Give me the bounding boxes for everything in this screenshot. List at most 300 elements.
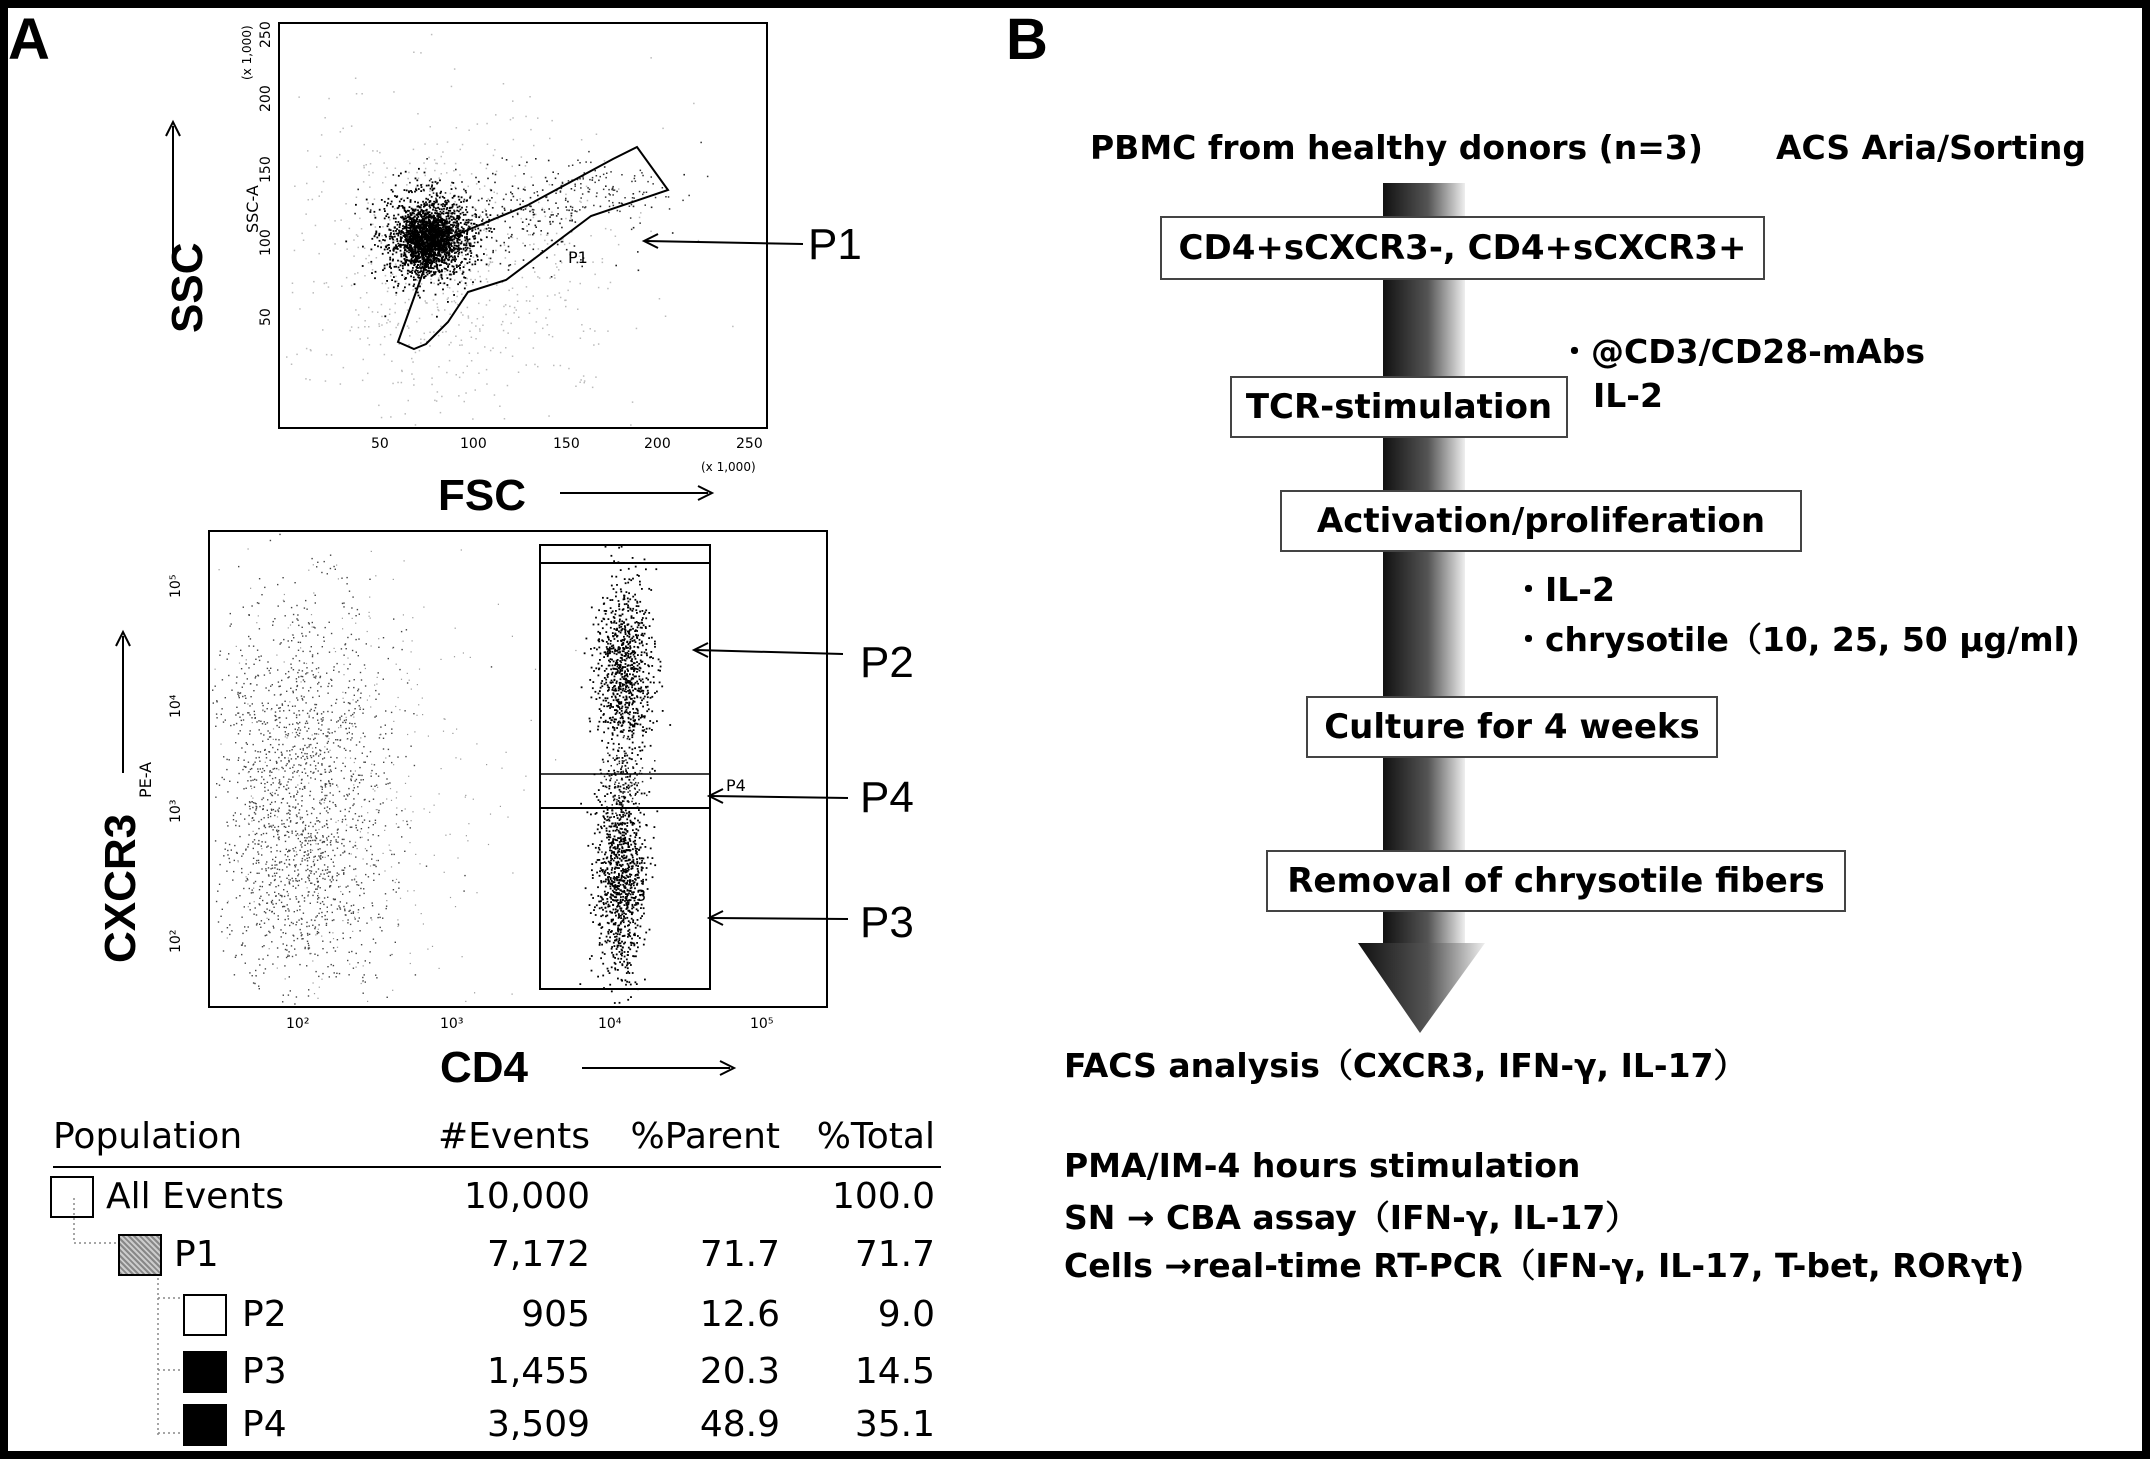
scatter-dot [320,908,321,909]
scatter-dot [437,207,439,209]
scatter-dot [435,181,437,183]
scatter-dot [301,860,302,861]
scatter-dot [322,878,323,879]
scatter-dot [276,761,277,762]
scatter-dot [385,176,387,178]
scatter-dot [345,766,346,767]
scatter-dot [375,231,377,233]
scatter-dot [278,717,279,718]
scatter-dot [269,751,270,752]
scatter-dot [486,123,488,125]
scatter-dot [250,769,251,770]
scatter-dot [420,52,422,54]
scatter-dot [322,973,323,974]
scatter-dot [526,218,528,220]
scatter-dot [288,918,289,919]
scatter-dot [306,922,307,923]
scatter-dot [428,211,430,213]
scatter-dot [390,416,392,418]
scatter-dot [404,210,406,212]
scatter-dot [542,208,544,210]
scatter-dot [454,201,456,203]
scatter-dot [602,262,604,264]
scatter-dot [412,289,414,291]
scatter-dot [448,253,450,255]
scatter-dot [339,907,340,908]
scatter-dot [394,239,396,241]
scatter-dot [255,813,256,814]
scatter-dot [260,733,261,734]
scatter-dot [400,236,402,238]
scatter-dot [461,312,463,314]
scatter-dot [456,296,458,298]
scatter-dot [375,217,377,219]
scatter-dot [538,248,540,250]
scatter-dot [544,209,546,211]
scatter-dot [375,690,376,691]
scatter-dot [270,744,271,745]
scatter-dot [325,851,326,852]
scatter-dot [310,835,311,836]
scatter-dot [358,885,359,886]
scatter-dot [385,725,386,726]
scatter-dot [301,783,302,784]
scatter-dot [419,286,421,288]
scatter-dot [427,199,429,201]
scatter-dot [241,872,242,873]
scatter-dot [367,202,369,204]
scatter-dot [312,925,313,926]
scatter-dot [651,176,653,178]
scatter-dot [267,708,268,709]
scatter-dot [344,867,345,868]
scatter-dot [465,190,467,192]
scatter-dot [492,347,494,349]
scatter-dot [389,309,391,311]
scatter-dot [349,952,350,953]
scatter-dot [561,218,563,220]
scatter-dot [466,249,468,251]
scatter-dot [407,309,409,311]
scatter-dot [327,731,328,732]
scatter-dot [438,270,440,272]
scatter-dot [296,689,297,690]
scatter-dot [370,211,372,213]
scatter-dot [420,231,422,233]
scatter-dot [583,178,585,180]
scatter-dot [349,811,350,812]
scatter-dot [359,930,360,931]
scatter-dot [285,731,286,732]
scatter-dot [417,292,419,294]
scatter-dot [475,325,477,327]
scatter-dot [363,993,364,994]
scatter-dot [537,276,539,278]
scatter-dot [449,227,451,229]
scatter-dot [316,166,318,168]
scatter-dot [436,400,438,402]
scatter-dot [469,269,471,271]
scatter-dot [323,836,324,837]
scatter-dot [435,294,437,296]
panel-letter-a: A [8,8,50,72]
scatter-dot [291,749,292,750]
scatter-dot [333,666,334,667]
scatter-dot [294,746,295,747]
scatter-dot [645,204,647,206]
scatter-dot [290,779,291,780]
scatter-dot [472,215,474,217]
scatter-dot [335,703,336,704]
scatter-dot [294,865,295,866]
scatter-dot [345,819,346,820]
scatter-dot [404,276,406,278]
scatter-dot [393,233,395,235]
scatter-dot [333,866,334,867]
scatter-dot [340,811,341,812]
scatter-dot [449,210,451,212]
scatter-dot [234,974,235,975]
scatter-dot [289,814,290,815]
scatter-dot [410,190,412,192]
scatter-dot [310,764,311,765]
scatter-dot [398,888,399,889]
scatter-dot [451,188,453,190]
scatter-dot [374,277,376,279]
scatter-dot [548,208,550,210]
scatter-dot [445,257,447,259]
scatter-dot [375,233,377,235]
scatter-dot [287,677,288,678]
scatter-dot [279,722,280,723]
scatter-dot [372,224,374,226]
scatter-dot [397,756,398,757]
scatter-dot [417,209,419,211]
scatter-dot [414,221,416,223]
scatter-dot [317,562,318,563]
scatter-dot [335,950,336,951]
scatter-dot [311,871,312,872]
scatter-dot [308,738,309,739]
scatter-dot [330,879,331,880]
scatter-dot [394,312,396,314]
scatter-dot [422,246,424,248]
scatter-dot [361,679,362,680]
scatter-dot [324,117,326,119]
scatter-dot [471,322,473,324]
scatter-dot [286,765,287,766]
scatter-dot [327,911,328,912]
scatter-dot [312,895,313,896]
scatter-dot [295,736,296,737]
scatter-dot [267,730,268,731]
scatter-dot [518,317,520,319]
scatter-dot [372,269,374,271]
scatter-dot [295,866,296,867]
scatter-dot [445,246,447,248]
scatter-dot [598,287,600,289]
scatter-dot [454,244,456,246]
scatter-dot [332,877,333,878]
scatter-dot [466,238,468,240]
scatter-dot [561,227,563,229]
scatter-dot [435,262,437,264]
scatter-dot [423,190,425,192]
scatter-dot [609,194,611,196]
scatter-dot [395,244,397,246]
scatter-dot [219,785,220,786]
scatter-dot [312,826,313,827]
scatter-dot [317,743,318,744]
scatter-dot [559,292,561,294]
scatter-dot [347,668,348,669]
scatter-dot [446,216,448,218]
scatter-dot [356,779,357,780]
scatter-dot [272,684,273,685]
scatter-dot [249,888,250,889]
scatter-dot [307,895,308,896]
scatter-dot [215,686,216,687]
scatter-dot [249,714,250,715]
scatter-dot [273,639,274,640]
scatter-dot [447,286,449,288]
scatter-dot [284,757,285,758]
scatter-dot [453,259,455,261]
scatter-dot [228,675,229,676]
scatter-dot [273,836,274,837]
scatter-dot [446,263,448,265]
scatter-dot [305,773,306,774]
scatter-dot [289,881,290,882]
scatter-dot [325,919,326,920]
scatter-dot [449,287,451,289]
scatter-dot [245,880,246,881]
scatter-dot [410,228,412,230]
scatter-dot [391,361,393,363]
scatter-dot [279,808,280,809]
scatter-dot [355,615,356,616]
scatter-dot [441,396,443,398]
scatter-dot [288,850,289,851]
scatter-dot [609,206,611,208]
scatter-dot [256,757,257,758]
scatter-dot [477,123,479,125]
scatter-dot [275,857,276,858]
scatter-dot [459,282,461,284]
scatter-dot [310,791,311,792]
scatter-dot [264,721,265,722]
scatter-dot [428,157,430,159]
scatter-dot [393,618,394,619]
scatter-dot [482,211,484,213]
scatter-dot [287,851,288,852]
scatter-dot [314,627,315,628]
scatter-dot [633,197,635,199]
scatter-dot [402,267,404,269]
scatter-dot [337,739,338,740]
scatter-dot [535,158,537,160]
scatter-dot [311,646,312,647]
scatter-dot [665,316,667,318]
scatter-dot [455,252,457,254]
scatter-dot [287,895,288,896]
scatter-dot [255,907,256,908]
scatter-dot [425,175,427,177]
scatter-dot [404,218,406,220]
scatter-dot [374,235,376,237]
scatter-dot [345,241,347,243]
scatter-dot [456,374,458,376]
scatter-dot [398,214,400,216]
scatter-dot [585,161,587,163]
scatter-dot [385,275,387,277]
scatter-dot [522,243,524,245]
scatter-dot [351,951,352,952]
scatter-dot [512,185,514,187]
scatter-dot [219,884,220,885]
scatter-dot [293,764,294,765]
scatter-dot [451,219,453,221]
scatter-dot [354,787,355,788]
scatter-dot [295,864,296,865]
scatter-dot [434,272,436,274]
scatter-dot [513,196,515,198]
plot1-ytick: 50 [258,308,274,326]
scatter-dot [437,217,439,219]
scatter-dot [406,245,408,247]
scatter-dot [297,699,298,700]
scatter-dot [345,692,346,693]
scatter-dot [380,927,381,928]
scatter-dot [362,265,364,267]
scatter-dot [509,306,511,308]
scatter-dot [332,795,333,796]
scatter-dot [378,812,379,813]
scatter-dot [604,166,606,168]
scatter-dot [486,168,488,170]
scatter-dot [276,719,277,720]
scatter-dot [340,725,341,726]
scatter-dot [417,280,419,282]
scatter-dot [460,269,462,271]
scatter-dot [384,772,385,773]
scatter-dot [322,719,323,720]
scatter-dot [452,229,454,231]
scatter-dot [296,354,298,356]
scatter-dot [534,332,536,334]
scatter-dot [572,165,574,167]
scatter-dot [438,335,440,337]
scatter-dot [304,845,305,846]
scatter-dot [229,759,230,760]
scatter-dot [421,283,423,285]
scatter-dot [507,233,509,235]
scatter-dot [314,738,315,739]
scatter-dot [592,179,594,181]
scatter-dot [308,690,309,691]
scatter-dot [469,238,471,240]
scatter-dot [413,219,415,221]
scatter-dot [336,157,338,159]
scatter-dot [274,867,275,868]
scatter-dot [414,259,416,261]
scatter-dot [307,855,308,856]
scatter-dot [324,915,325,916]
panel-letter-b: B [1006,8,1048,72]
scatter-dot [395,221,397,223]
scatter-dot [259,628,260,629]
scatter-dot [279,727,280,728]
scatter-dot [322,787,323,788]
scatter-dot [572,209,574,211]
scatter-dot [307,723,308,724]
scatter-dot [382,182,384,184]
plot1-xtick: 150 [553,436,580,452]
scatter-dot [475,229,477,231]
scatter-dot [537,191,539,193]
scatter-dot [631,204,633,206]
scatter-dot [296,835,297,836]
scatter-dot [360,837,361,838]
scatter-dot [222,679,223,680]
scatter-dot [353,798,354,799]
scatter-dot [258,720,259,721]
scatter-dot [303,913,304,914]
scatter-dot [408,400,410,402]
scatter-dot [437,254,439,256]
scatter-dot [355,868,356,869]
scatter-dot [444,248,446,250]
scatter-dot [452,204,454,206]
scatter-dot [630,424,632,426]
scatter-dot [313,281,315,283]
scatter-dot [417,272,419,274]
scatter-dot [416,221,418,223]
scatter-dot [592,177,594,179]
scatter-dot [431,384,433,386]
scatter-dot [446,274,448,276]
scatter-dot [373,824,374,825]
scatter-dot [282,744,283,745]
scatter-dot [292,767,293,768]
scatter-dot [336,699,337,700]
scatter-dot [331,964,332,965]
scatter-dot [398,221,400,223]
scatter-dot [245,751,246,752]
scatter-dot [475,338,477,340]
scatter-dot [458,253,460,255]
scatter-dot [335,899,336,900]
scatter-dot [323,181,325,183]
scatter-dot [312,697,313,698]
scatter-dot [284,884,285,885]
scatter-dot [602,258,604,260]
scatter-dot [238,566,239,567]
scatter-dot [388,223,390,225]
scatter-dot [320,858,321,859]
scatter-dot [262,809,263,810]
scatter-dot [447,232,449,234]
scatter-dot [339,791,340,792]
scatter-dot [280,694,281,695]
scatter-dot [302,635,303,636]
scatter-dot [408,227,410,229]
scatter-dot [327,693,328,694]
scatter-dot [504,208,506,210]
scatter-dot [351,326,353,328]
scatter-dot [605,185,607,187]
scatter-dot [259,578,260,579]
